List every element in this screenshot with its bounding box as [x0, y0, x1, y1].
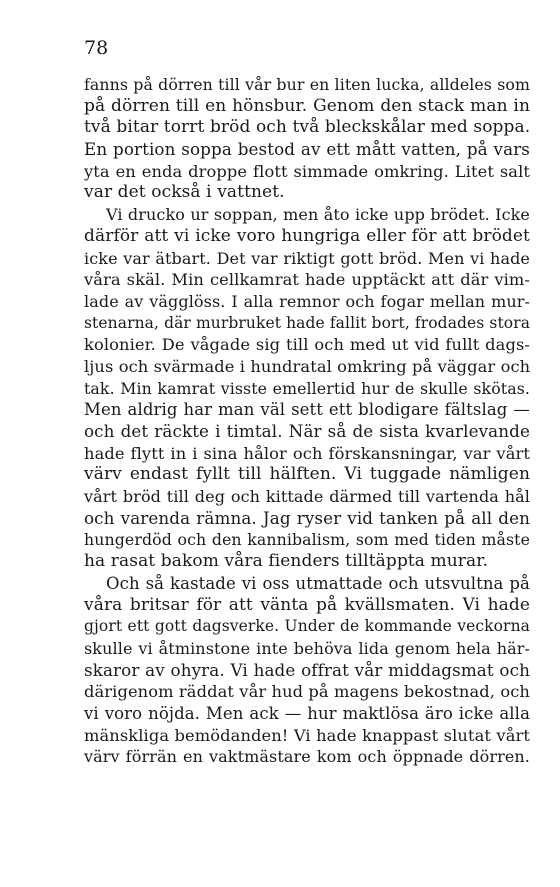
text-line: våra britsar för att vänta på kvällsmaten. Vi hade [84, 594, 530, 615]
text-line: lade av vägglöss. I alla remnor och fogar mellan mur- [84, 291, 530, 311]
text-line: gjort ett gott dagsverke. Under de kommande veckorna [84, 617, 530, 636]
text-line: fanns på dörren till vår bur en liten lucka, alldeles som [84, 75, 530, 94]
paragraph-1 [84, 74, 530, 204]
text-line: ljus och svärmade i hundratal omkring på väggar och [84, 356, 531, 376]
text-line: och det räckte i timtal. När så de sista kvarlevande [84, 421, 530, 441]
paragraph-3 [84, 573, 530, 768]
text-line: värv endast fyllt till hälften. Vi tuggade nämligen [84, 464, 530, 485]
paragraph-2 [84, 204, 530, 573]
text-line: tak. Min kamrat visste emellertid hur de skulle skötas. [84, 378, 530, 398]
text-line: Och så kastade vi oss utmattade och utsvultna på [106, 573, 530, 593]
text-line: mänskliga bemödanden! Vi hade knappast slutat vårt [84, 725, 530, 745]
text-line: vi voro nöjda. Men ack — hur maktlösa äro icke alla [84, 703, 530, 723]
text-line: hungerdöd och den kannibalism, som med tiden måste [84, 530, 530, 550]
text-line: skaror av ohyra. Vi hade offrat vår middagsmat och [84, 659, 530, 680]
text-line: ha rasat bakom våra fienders tilltäppta murar. [84, 551, 489, 572]
text-line: Vi drucko ur soppan, men åto icke upp brödet. Icke [106, 205, 530, 225]
text-line: stenarna, där murbruket hade fallit bort, frodades stora [84, 313, 531, 332]
text-line: Men aldrig har man väl sett ett blodigare fältslag — [84, 400, 530, 420]
text-line: En portion soppa bestod av ett mått vatten, på vars [84, 139, 530, 160]
text-line: och varenda rämna. Jag ryser vid tanken på all den [84, 507, 530, 528]
text-line: två bitar torrt bröd och två bleckskålar med soppa. [84, 117, 531, 138]
text-line: våra skäl. Min cellkamrat hade upptäckt att där vim- [84, 270, 530, 290]
text-line: värv förrän en vaktmästare kom och öppnade dörren. [84, 747, 530, 767]
text-line: därigenom räddat vår hud på magens bekostnad, och [84, 682, 530, 702]
text-line: hade flytt in i sina hålor och förskansningar, var vårt [84, 443, 530, 463]
text-line: icke var ätbart. Det var riktigt gott bröd. Men vi hade [84, 248, 530, 268]
page-number: 78 [84, 37, 109, 59]
text-line: vårt bröd till deg och kittade därmed till vartenda hål [84, 487, 530, 507]
text-line: på dörren till en hönsbur. Genom den stack man in [84, 95, 530, 116]
text-line: skulle vi åtminstone inte behöva lida genom hela här- [84, 638, 530, 658]
text-line: yta en enda droppe flott simmade omkring. Litet salt [84, 161, 530, 181]
body-text [84, 74, 530, 768]
text-line: kolonier. De vågade sig till och med ut vid fullt dags- [84, 335, 530, 355]
text-line: var det också i vattnet. [84, 182, 285, 203]
text-line: därför att vi icke voro hungriga eller för att brödet [84, 225, 530, 246]
